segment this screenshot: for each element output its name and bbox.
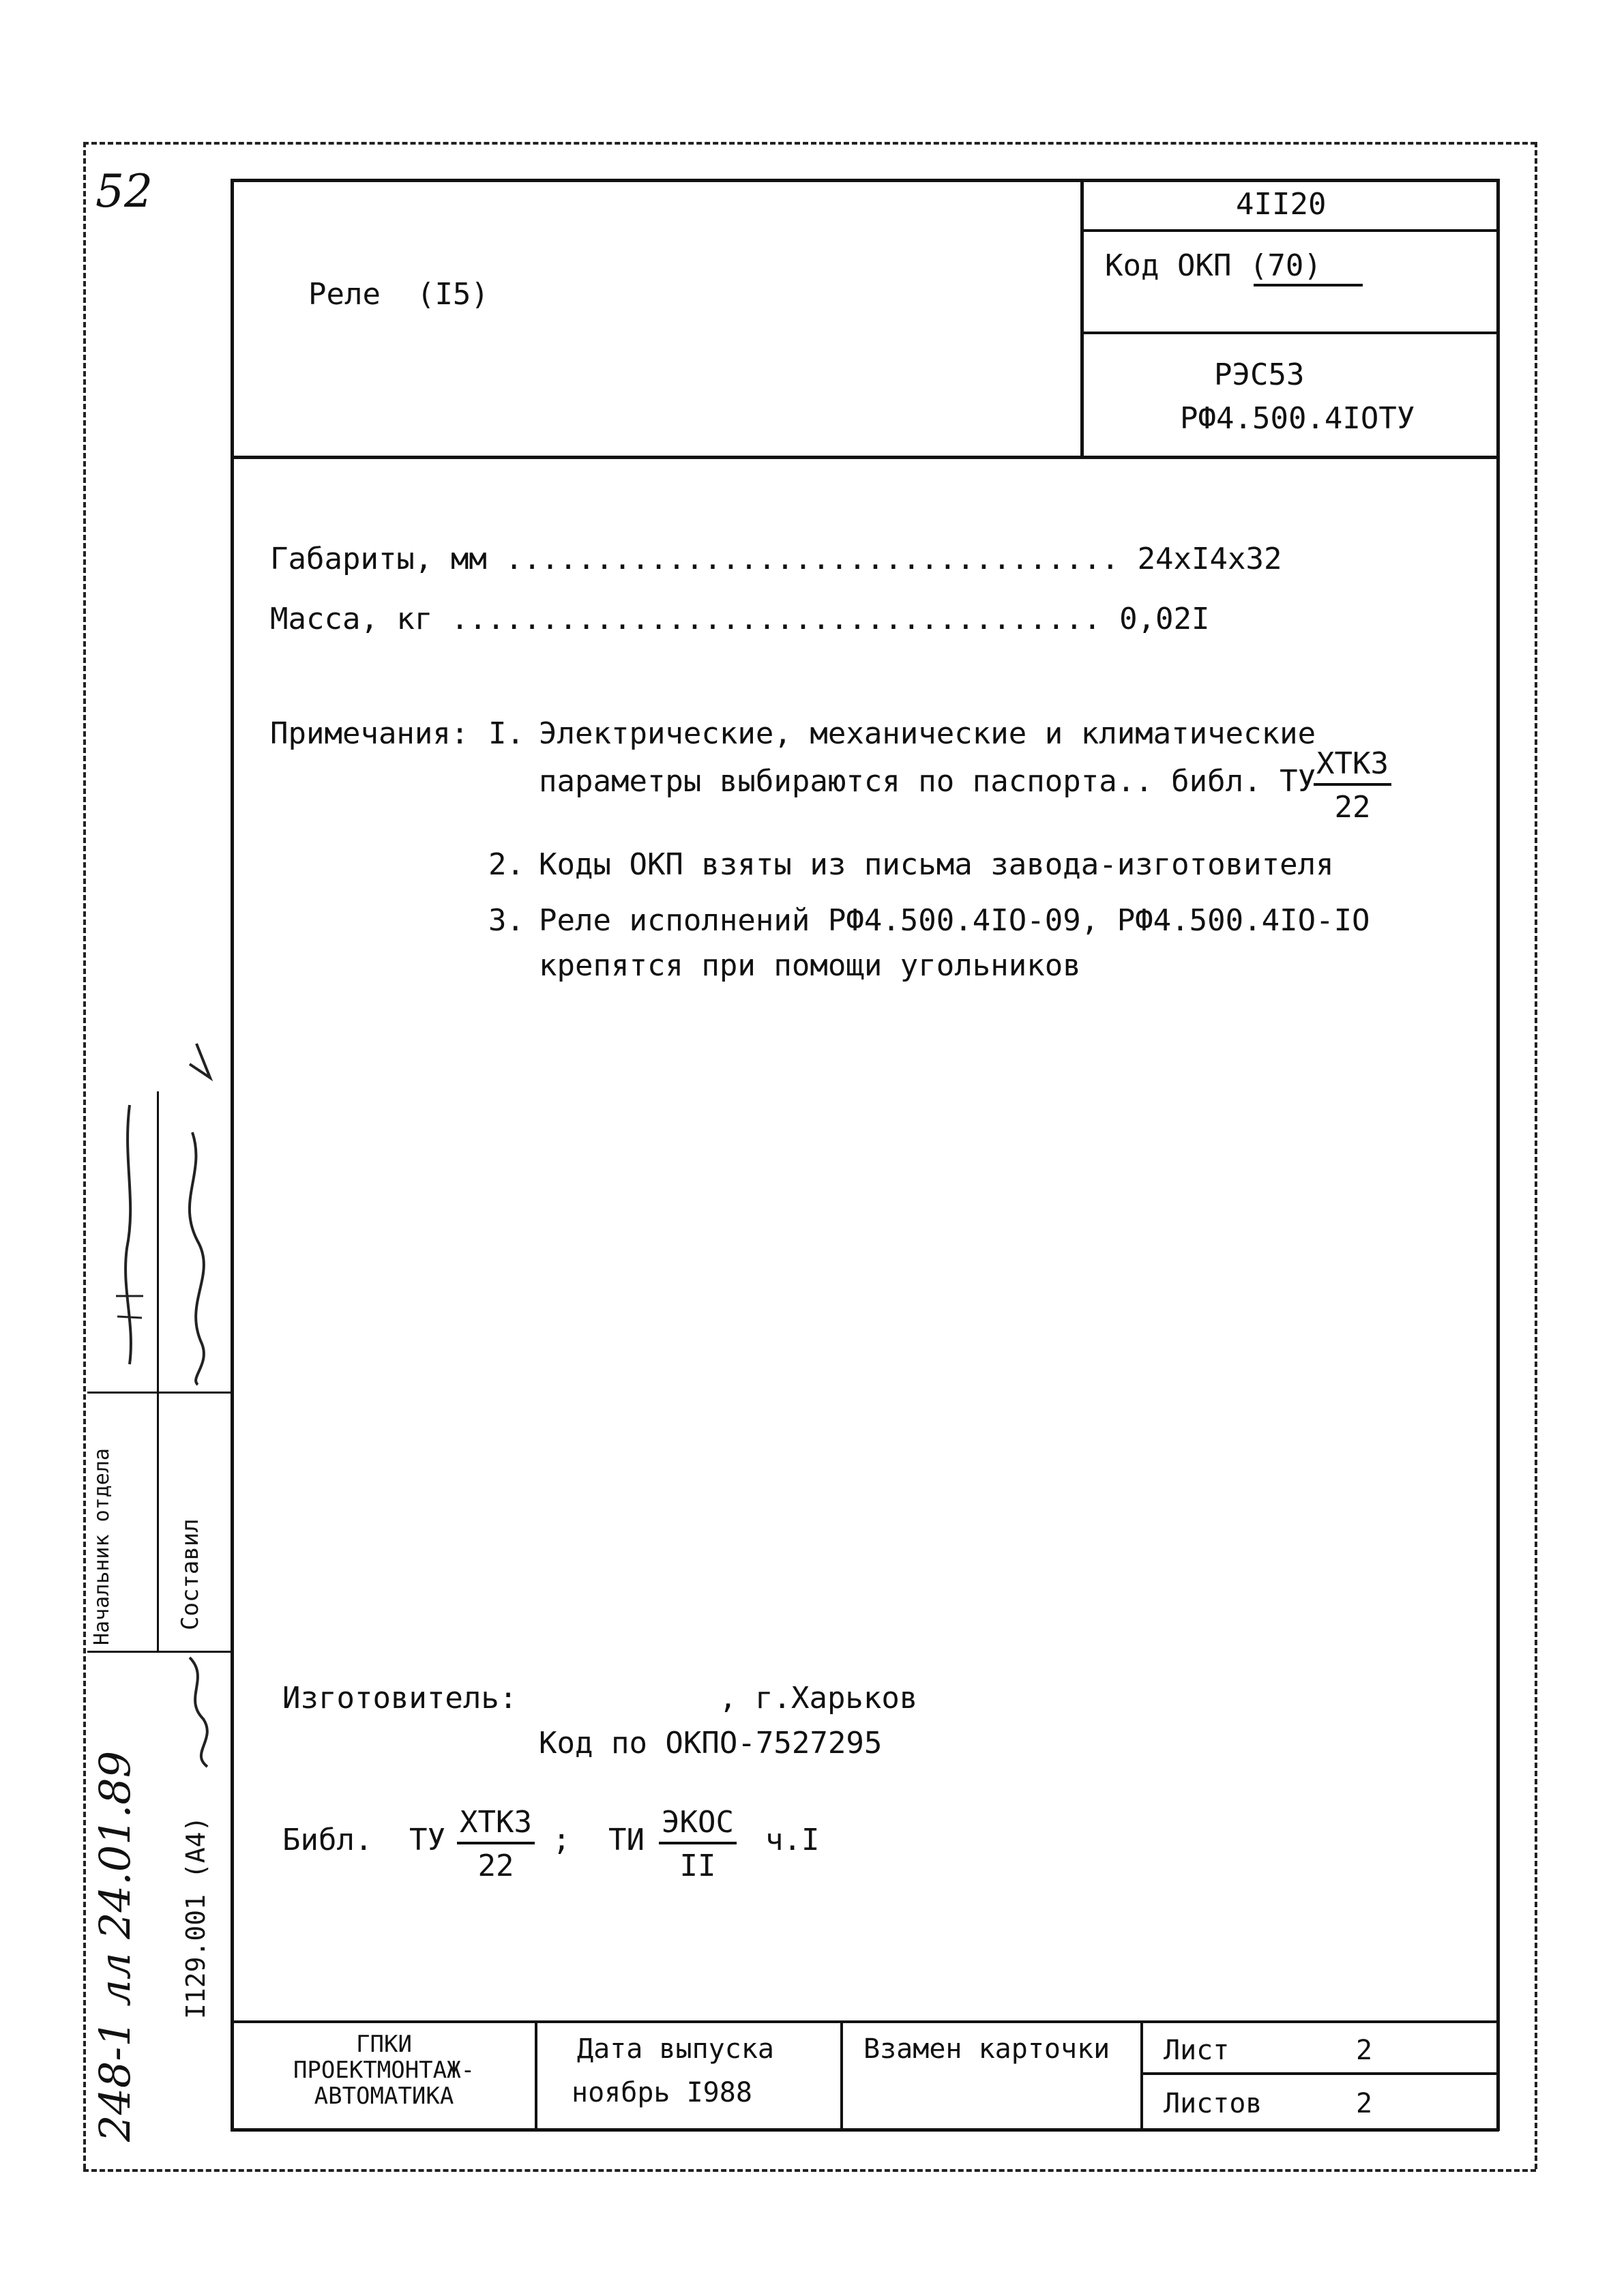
okp-code (1105, 248, 1322, 283)
param-dimensions-value: 24xI4x32 (1137, 542, 1282, 576)
side-handwritten-code: 248-1 лл 24.01.89 (90, 1750, 140, 2142)
library-ti-fraction (659, 1805, 737, 1883)
param-dimensions-dots: .................................. (505, 542, 1120, 576)
outer-frame-top (83, 142, 1536, 145)
header-divider (231, 456, 1499, 459)
footer-sheets-label: Листов (1164, 2088, 1262, 2119)
side-head-label (90, 1413, 115, 1645)
footer-org-line-2: ПРОЕКТМОНТАЖ- (293, 2057, 475, 2084)
signature-head-icon (102, 1091, 157, 1378)
footer-replace-label: Взамен карточки (863, 2033, 1110, 2065)
library-tu-num: ХТКЗ (457, 1808, 535, 1844)
side-strip-divider (157, 1091, 159, 1651)
side-strip-mid-divider (87, 1392, 231, 1394)
note-1-number: I. (488, 716, 524, 751)
side-composed-label: Составил (177, 1518, 204, 1630)
header-okp-divider (1080, 332, 1498, 334)
footer-org-line-1: ГПКИ (356, 2031, 412, 2058)
note-1-fraction-num: ХТКЗ (1314, 749, 1391, 786)
spec-number: РФ4.500.4IOТУ (1180, 401, 1415, 436)
header-vertical-divider (1080, 179, 1084, 457)
footer-date-label: Дата выпуска (577, 2033, 774, 2065)
note-3-line-2: крепятся при помощи угольников (539, 948, 1081, 983)
card-title (308, 277, 489, 312)
note-1-line-2: параметры выбираются по паспорта.. библ. ТУ (539, 764, 1316, 799)
footer-sheet-label: Лист (1164, 2035, 1230, 2066)
note-2-line-1: Коды ОКП взяты из письма завода-изготовителя (539, 847, 1334, 882)
note-3-number: 3. (488, 903, 524, 938)
footer-sheet-value: 2 (1356, 2035, 1373, 2066)
signature-date-icon (169, 1651, 231, 1773)
library-tu-label: ТУ (409, 1823, 445, 1857)
card-title-text: Реле (308, 277, 381, 312)
library-ti-label: ТИ (608, 1823, 645, 1857)
okp-label: Код ОКП (1105, 248, 1232, 283)
footer-org (236, 2031, 532, 2109)
note-3-line-1: Реле исполнений РФ4.500.4IO-09, РФ4.500.4IO-IO (539, 903, 1370, 938)
note-1-fraction (1314, 746, 1391, 825)
param-mass-label: Масса, кг (270, 602, 433, 636)
side-head-label-text: Начальник отдела (90, 1448, 114, 1645)
footer-divider-3 (1140, 2020, 1143, 2131)
param-dimensions (270, 544, 1282, 574)
manufacturer-city: , г.Харьков (719, 1681, 918, 1716)
library-tu-den: 22 (477, 1849, 514, 1883)
footer-divider-2 (840, 2020, 843, 2131)
param-dimensions-label: Габариты, мм (270, 542, 487, 576)
library-ti-num: ЭКОС (659, 1808, 737, 1844)
card-border-left (231, 179, 234, 2131)
outer-frame-bottom (83, 2169, 1536, 2172)
header-number-divider (1080, 229, 1498, 232)
footer-top-border (231, 2020, 1499, 2023)
card-number: 4II20 (1236, 187, 1327, 222)
outer-frame-right (1535, 142, 1537, 2169)
footer-divider-1 (535, 2020, 537, 2131)
note-1-fraction-den: 22 (1334, 790, 1371, 825)
signature-composed-icon (162, 1037, 231, 1392)
footer-sheets-value: 2 (1356, 2088, 1373, 2119)
card-border-top (231, 179, 1499, 182)
outer-frame-left (83, 142, 86, 2169)
card-border-right (1496, 179, 1500, 2131)
card-border-bottom (231, 2128, 1499, 2132)
param-mass-value: 0,02I (1119, 602, 1210, 636)
side-form-code: I129.001 (А4) (181, 1816, 211, 2019)
library-separator: ; (552, 1823, 571, 1857)
manufacturer-label: Изготовитель: (282, 1681, 518, 1716)
footer-date-value: ноябрь I988 (572, 2077, 752, 2108)
manufacturer-okpo: Код по ОКПО-7527295 (539, 1726, 883, 1761)
card-title-code: (I5) (416, 277, 489, 312)
footer-sheet-divider (1140, 2072, 1499, 2075)
page-number: 52 (95, 165, 153, 218)
library-tu-fraction (457, 1805, 535, 1883)
note-2-number: 2. (488, 847, 524, 882)
model-name: РЭС53 (1214, 357, 1305, 392)
library-part: ч.I (765, 1823, 820, 1857)
okp-value: (70) (1249, 248, 1322, 283)
param-mass-dots: .................................... (450, 602, 1102, 636)
library-ti-den: II (679, 1849, 716, 1883)
footer-org-line-3: АВТОМАТИКА (314, 2082, 454, 2110)
notes-label: Примечания: (270, 716, 469, 751)
param-mass (270, 604, 1210, 634)
okp-underline (1254, 284, 1363, 286)
library-label: Библ. (282, 1823, 373, 1857)
note-1-line-1: Электрические, механические и климатические (539, 716, 1316, 751)
